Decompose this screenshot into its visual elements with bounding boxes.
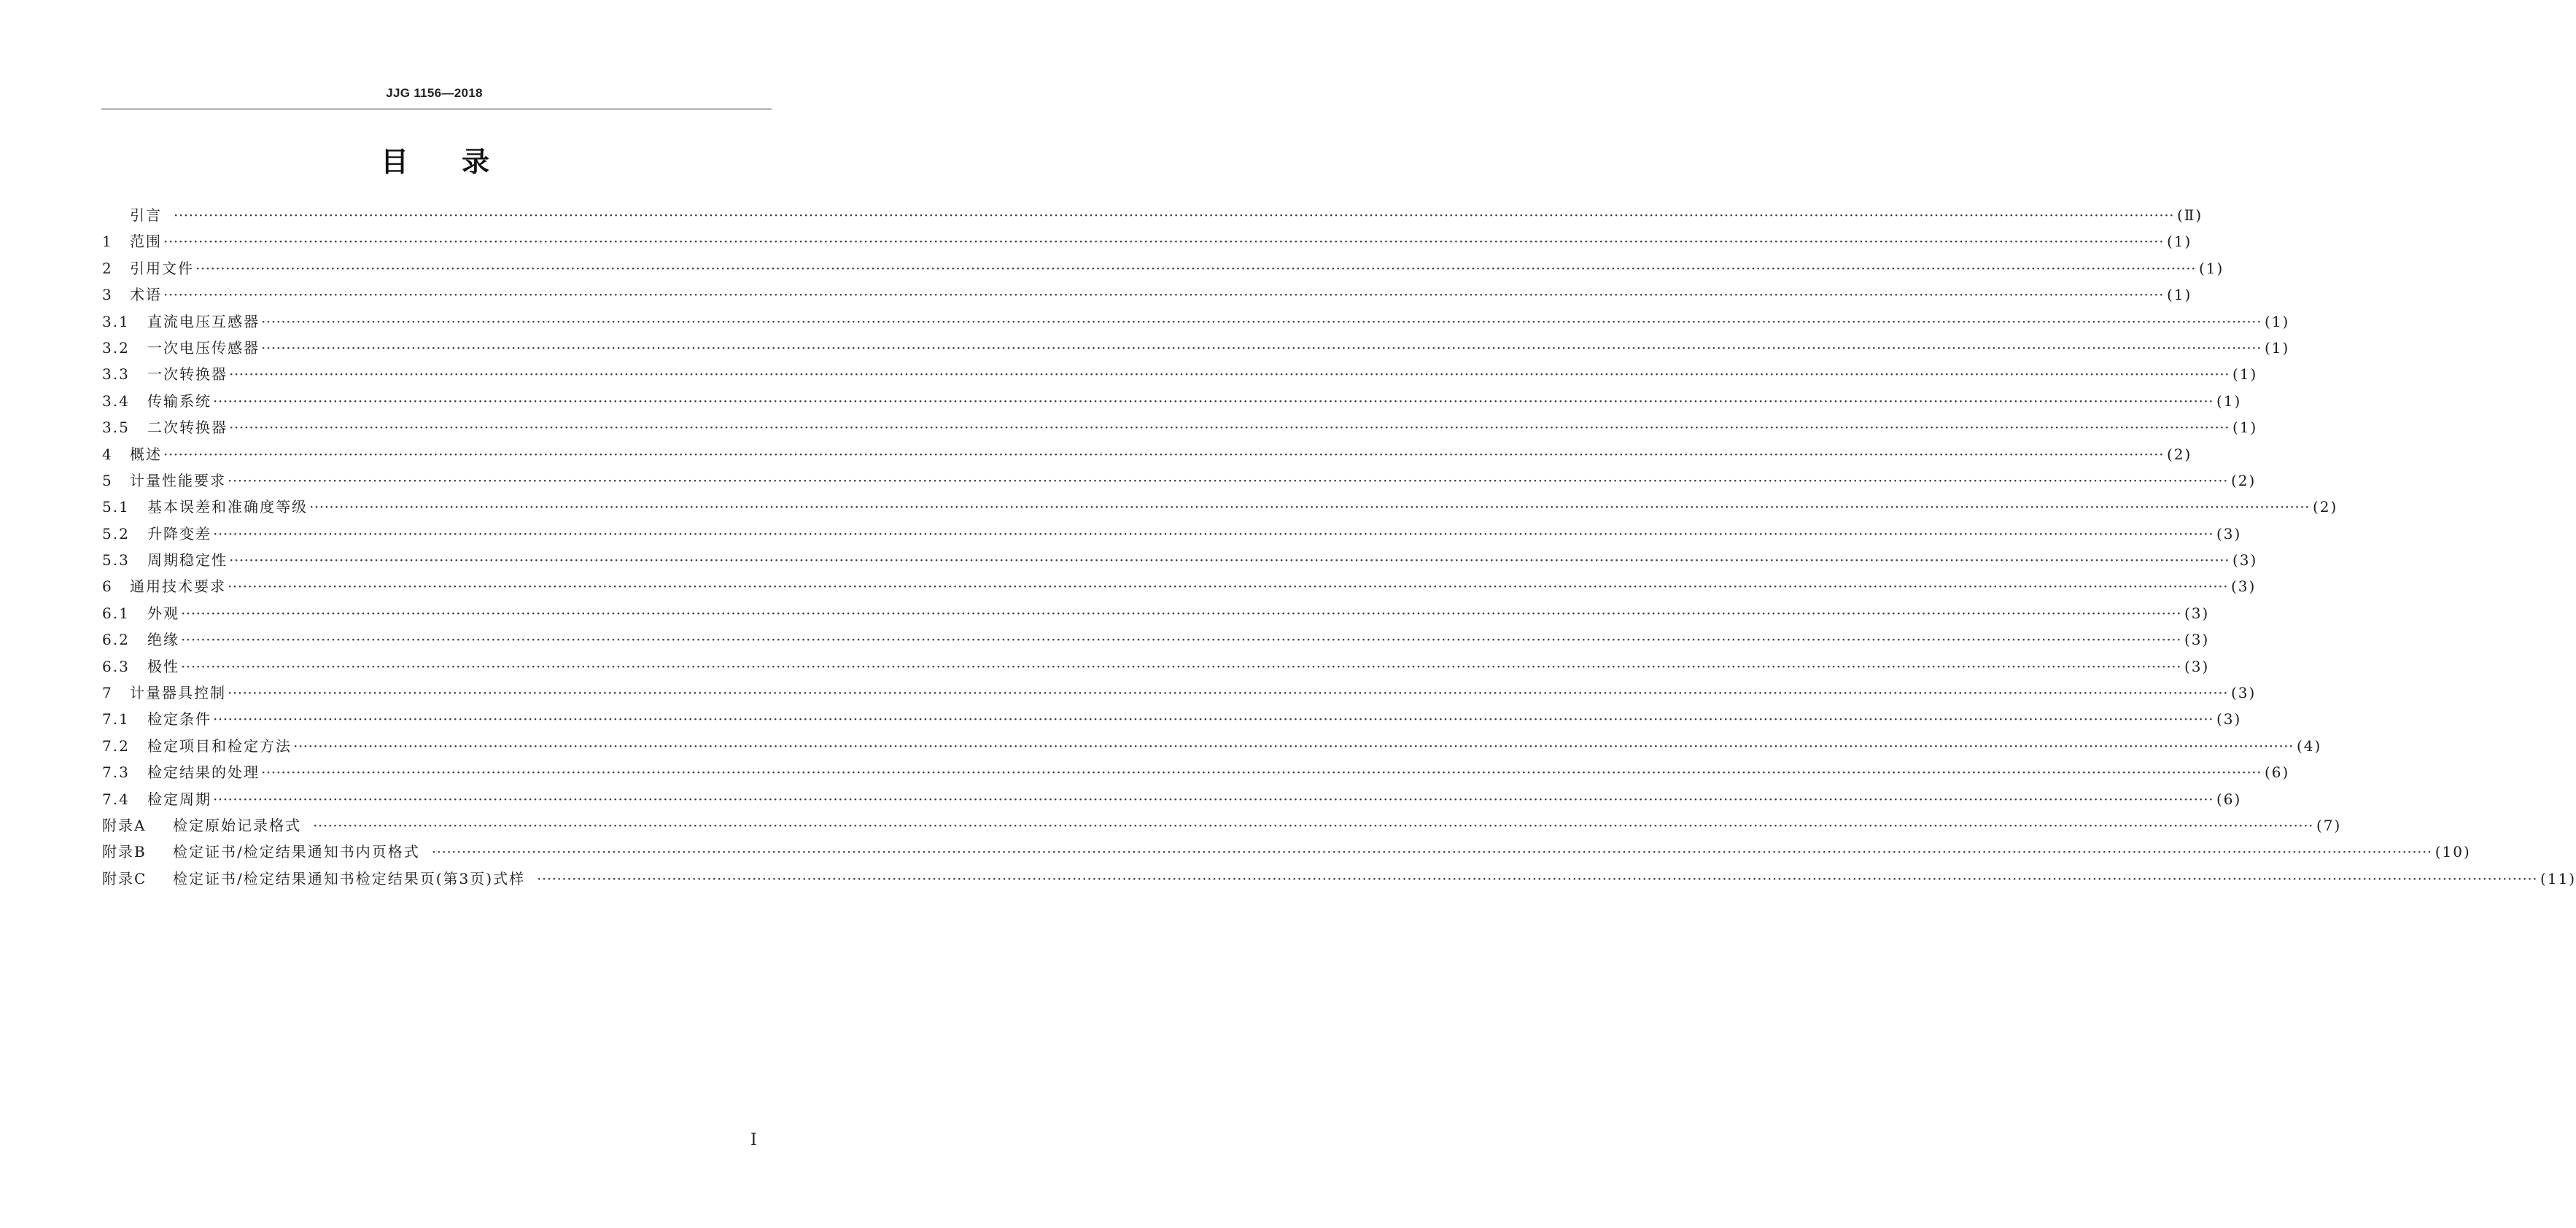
toc-entry-title: 术语 [130, 286, 162, 304]
toc-entry-page: (1) [2166, 233, 2192, 251]
toc-dot-leader: ················································································································································································································································································································································································································ [163, 445, 2164, 463]
page-number: I [750, 1131, 757, 1149]
toc-entry[interactable] [102, 547, 2258, 573]
toc-entry[interactable] [102, 441, 2192, 467]
toc-entry-page: (2) [2166, 445, 2192, 463]
toc-entry-page: (3) [2216, 710, 2242, 728]
toc-entry-page: (3) [2184, 631, 2210, 649]
toc-entry-page: (4) [2296, 737, 2322, 755]
toc-entry-number: 6 [102, 578, 113, 596]
toc-dot-leader: ················································································································································································································································································································································································································ [229, 551, 2230, 570]
toc-entry[interactable] [102, 812, 2342, 839]
toc-entry-number: 1 [102, 233, 113, 251]
toc-entry-page: (1) [2166, 286, 2192, 304]
toc-entry[interactable] [102, 521, 2242, 547]
toc-entry-number: 附录B [102, 843, 147, 861]
toc-entry-title: 检定证书/检定结果通知书内页格式 [173, 843, 420, 861]
toc-entry-page: (3) [2184, 657, 2210, 675]
toc-dot-leader: ················································································································································································································································································································································································································ [181, 604, 2181, 622]
toc-entry[interactable] [102, 680, 2257, 706]
toc-entry-page: (1) [2232, 365, 2258, 384]
toc-entry-number: 5.2 [102, 524, 130, 543]
toc-dot-leader: ················································································································································································································································································································································································································ [181, 657, 2181, 675]
toc-entry-number: 5 [102, 471, 113, 489]
toc-dot-leader: ················································································································································································································································································································································································································ [228, 471, 2228, 489]
toc-title-char-1: 目 [381, 146, 409, 178]
toc-entry[interactable] [102, 626, 2210, 653]
toc-entry-title: 直流电压互感器 [147, 312, 260, 330]
toc-dot-leader: ················································································································································································································································································································································································································ [293, 737, 2294, 755]
toc-entry-number: 3 [102, 286, 113, 304]
toc-entry[interactable] [102, 335, 2290, 361]
toc-dot-leader: ················································································································································································································································································································································································································ [229, 419, 2230, 437]
toc-entry-title: 二次转换器 [147, 419, 228, 437]
toc-entry-page: (3) [2230, 578, 2257, 596]
toc-entry[interactable] [102, 308, 2290, 335]
toc-entry[interactable] [102, 414, 2258, 440]
toc-dot-leader: ················································································································································································································································································································································································································ [261, 338, 2262, 357]
toc-dot-leader: ················································································································································································································································································································································································································ [213, 392, 2214, 410]
toc-entry-title: 一次转换器 [147, 365, 228, 384]
toc-entry[interactable] [102, 228, 2192, 254]
toc-entry-page: (3) [2184, 604, 2210, 622]
toc-entry-page: (6) [2264, 763, 2290, 782]
toc-dot-leader: ················································································································································································································································································································································································································ [181, 631, 2181, 649]
toc-entry[interactable] [102, 733, 2322, 759]
toc-entry-title: 通用技术要求 [130, 578, 226, 596]
toc-entry[interactable] [102, 467, 2257, 494]
toc-entry[interactable] [102, 866, 2576, 892]
toc-entry-page: (6) [2216, 790, 2242, 808]
toc-dot-leader: ················································································································································································································································································································································································································ [174, 206, 2174, 224]
toc-dot-leader: ················································································································································································································································································································································································································ [313, 816, 2313, 834]
toc-entry-title: 一次电压传感器 [147, 338, 260, 357]
toc-entry-number: 附录C [102, 869, 147, 887]
toc-entry-page: (10) [2435, 843, 2471, 861]
toc-dot-leader: ················································································································································································································································································································································································································ [229, 365, 2230, 384]
toc-entry-number: 3.2 [102, 338, 130, 357]
toc-entry-number: 附录A [102, 816, 147, 834]
toc-dot-leader: ················································································································································································································································································································································································································ [537, 869, 2538, 887]
toc-entry[interactable] [102, 600, 2210, 626]
toc-dot-leader: ················································································································································································································································································································································································································ [228, 684, 2228, 702]
toc-entry-number: 2 [102, 259, 113, 277]
toc-entry-number: 7.2 [102, 737, 130, 755]
toc-entry[interactable] [102, 494, 2338, 520]
toc-entry-title: 外观 [147, 604, 179, 622]
toc-entry-title: 范围 [130, 233, 162, 251]
toc-dot-leader: ················································································································································································································································································································································································································ [213, 790, 2214, 808]
toc-dot-leader: ················································································································································································································································································································································································································ [213, 710, 2214, 728]
toc-entry[interactable] [102, 786, 2242, 812]
toc-entry-title: 检定原始记录格式 [173, 816, 301, 834]
toc-entry[interactable] [102, 388, 2242, 414]
toc-entry[interactable] [102, 706, 2242, 732]
toc-entry-number: 7.1 [102, 710, 130, 728]
toc-dot-leader: ················································································································································································································································································································································································································ [309, 498, 2310, 516]
toc-entry-title: 计量性能要求 [130, 471, 226, 489]
toc-entry-number: 3.5 [102, 419, 130, 437]
toc-entry-title: 检定证书/检定结果通知书检定结果页(第3页)式样 [173, 869, 526, 887]
toc-entry-title: 检定条件 [147, 710, 212, 728]
toc-entry-title: 传输系统 [147, 392, 212, 410]
toc-entry-page: (Ⅱ) [2176, 206, 2203, 224]
toc-entry-page: (1) [2216, 392, 2242, 410]
toc-entry[interactable] [102, 759, 2290, 785]
toc-entry-number: 7.4 [102, 790, 130, 808]
toc-dot-leader: ················································································································································································································································································································································································································ [195, 259, 2196, 277]
toc-entry[interactable] [102, 653, 2210, 680]
toc-entry-page: (3) [2230, 684, 2257, 702]
toc-entry-page: (2) [2312, 498, 2338, 516]
toc-entry-title: 检定周期 [147, 790, 212, 808]
toc-entry[interactable] [102, 361, 2258, 387]
toc-entry-page: (2) [2230, 471, 2257, 489]
toc-entry-title: 概述 [130, 445, 162, 463]
toc-entry-title: 检定结果的处理 [147, 763, 260, 782]
toc-entry-page: (3) [2232, 551, 2258, 570]
toc-title [0, 144, 869, 180]
toc-dot-leader: ················································································································································································································································································································································································································ [163, 233, 2164, 251]
toc-entry-page: (1) [2264, 312, 2290, 330]
toc-entry-page: (7) [2316, 816, 2342, 834]
toc-dot-leader: ················································································································································································································································································································································································································ [213, 524, 2214, 543]
toc-entry-number: 7 [102, 684, 113, 702]
toc-entry-number: 4 [102, 445, 113, 463]
toc-entry-title: 引用文件 [130, 259, 194, 277]
toc-entry-page: (1) [2264, 338, 2290, 357]
toc-entry-title: 计量器具控制 [130, 684, 226, 702]
toc-entry[interactable] [102, 839, 2471, 865]
toc-dot-leader: ················································································································································································································································································································································································································ [431, 843, 2432, 861]
toc-entry[interactable] [102, 281, 2192, 308]
toc-entry-number: 6.1 [102, 604, 130, 622]
toc-entry-page: (1) [2198, 259, 2224, 277]
toc-entry-page: (3) [2216, 524, 2242, 543]
standard-code-header: JJG 1156—2018 [386, 86, 483, 100]
toc-entry-title: 绝缘 [147, 631, 179, 649]
toc-entry-number: 6.2 [102, 631, 130, 649]
toc-dot-leader: ················································································································································································································································································································································································································ [261, 763, 2262, 782]
toc-entry-title: 基本误差和准确度等级 [147, 498, 308, 516]
toc-entry-number: 6.3 [102, 657, 130, 675]
table-of-contents [102, 202, 2576, 892]
toc-entry-number: 5.1 [102, 498, 130, 516]
toc-entry-number: 3.1 [102, 312, 130, 330]
toc-entry-number: 3.3 [102, 365, 130, 384]
toc-entry-page: (11) [2540, 869, 2576, 887]
toc-dot-leader: ················································································································································································································································································································································································································ [261, 312, 2262, 330]
toc-dot-leader: ················································································································································································································································································································································································································ [228, 578, 2228, 596]
toc-entry[interactable] [102, 573, 2257, 599]
toc-entry-number: 5.3 [102, 551, 130, 570]
toc-entry-page: (1) [2232, 419, 2258, 437]
toc-dot-leader: ················································································································································································································································································································································································································ [163, 286, 2164, 304]
toc-entry[interactable] [102, 202, 2203, 228]
toc-entry-title: 引言 [130, 206, 162, 224]
toc-entry-title: 周期稳定性 [147, 551, 228, 570]
toc-entry-number: 3.4 [102, 392, 130, 410]
toc-entry-title: 极性 [147, 657, 179, 675]
toc-title-char-2: 录 [462, 146, 490, 178]
toc-entry-title: 检定项目和检定方法 [147, 737, 292, 755]
toc-entry-title: 升降变差 [147, 524, 212, 543]
toc-entry[interactable] [102, 255, 2224, 281]
toc-entry-number: 7.3 [102, 763, 130, 782]
